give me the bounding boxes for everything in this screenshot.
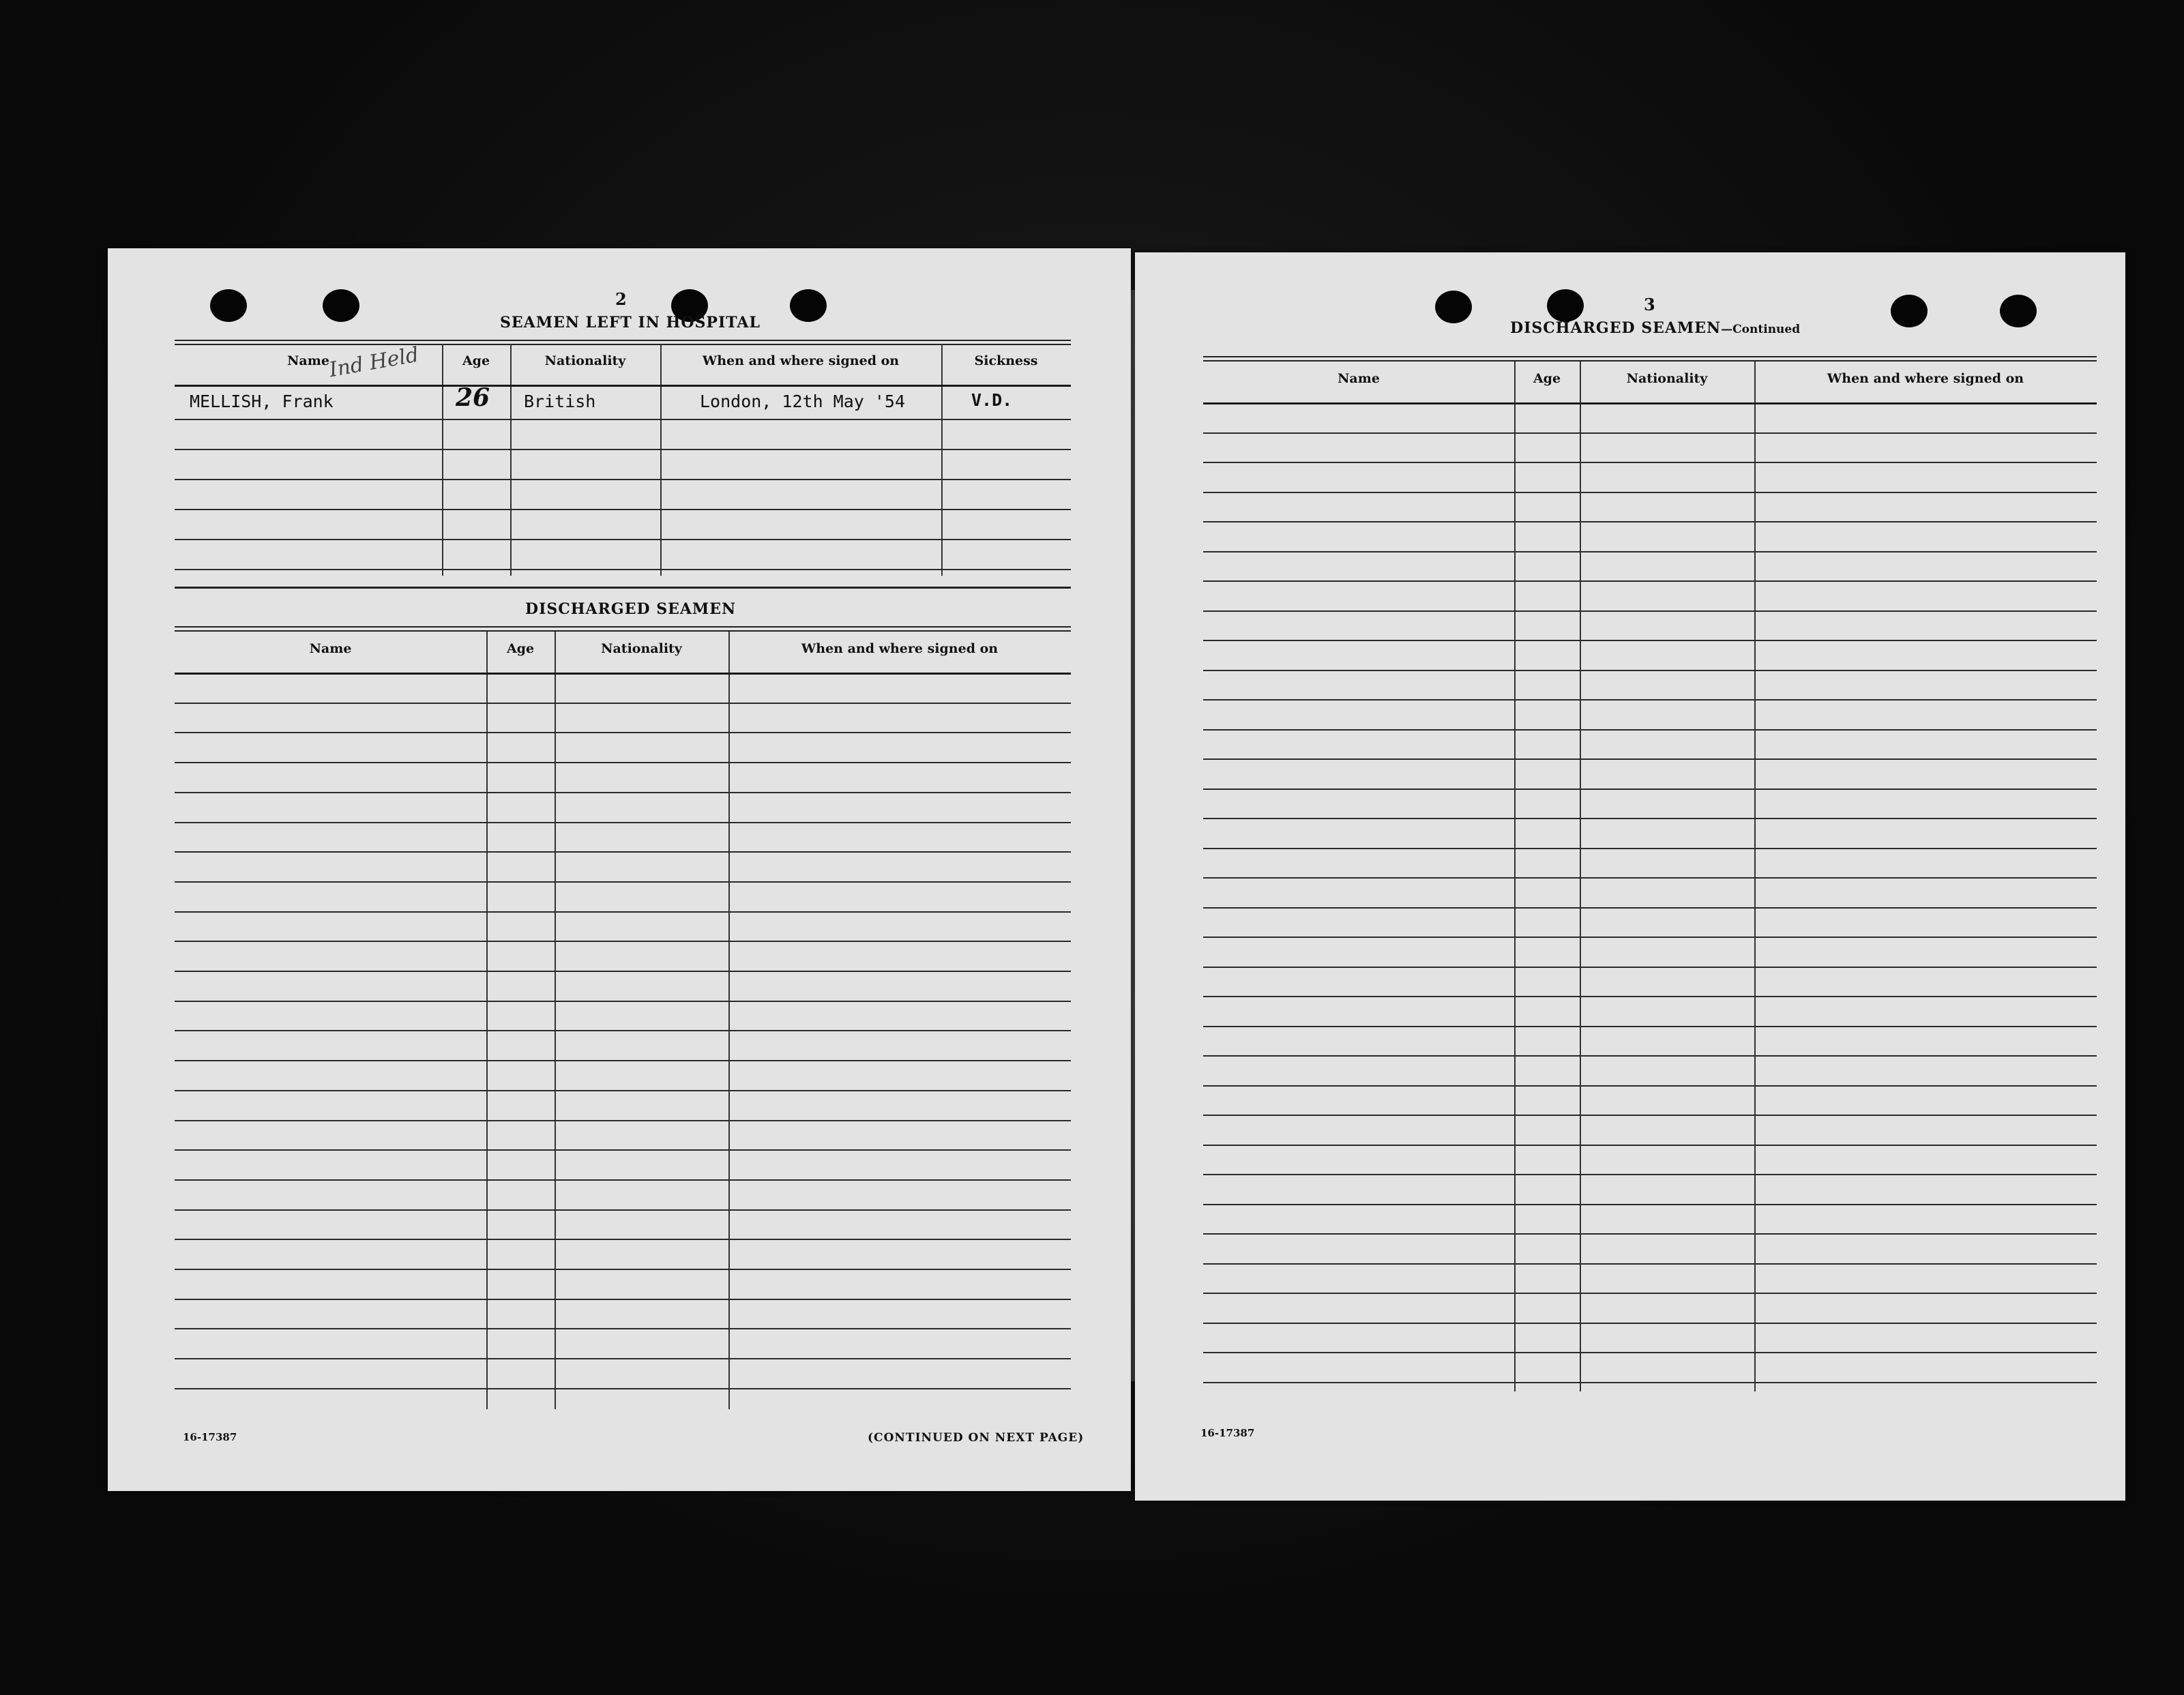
row-rule <box>175 881 1071 883</box>
section-title-suffix: —Continued <box>1721 323 1801 336</box>
hospital-table-header <box>175 344 1071 368</box>
row-rule <box>175 449 1071 450</box>
discharged-section-title: DISCHARGED SEAMEN <box>525 600 737 618</box>
row-rule <box>1203 1233 2097 1235</box>
row-rule <box>175 673 1071 675</box>
row-rule <box>1203 1115 2097 1116</box>
row-rule <box>1203 462 2097 463</box>
punch-hole-icon <box>1891 295 1928 327</box>
row-rule <box>175 479 1071 480</box>
row-rule <box>1203 699 2097 701</box>
hospital-table <box>175 344 1071 576</box>
row-rule <box>1203 640 2097 641</box>
row-rule <box>1203 1382 2097 1383</box>
continued-note: (CONTINUED ON NEXT PAGE) <box>868 1431 1084 1445</box>
row-rule <box>1203 877 2097 879</box>
row-rule <box>175 1269 1071 1270</box>
row-rule <box>175 941 1071 942</box>
discharged-continued-title <box>1510 319 1800 337</box>
row-rule <box>175 1060 1071 1061</box>
punch-hole-icon <box>1547 289 1584 322</box>
row-rule <box>1203 1323 2097 1324</box>
row-rule <box>1203 1263 2097 1265</box>
punch-hole-icon <box>323 289 359 322</box>
row-rule <box>1203 1055 2097 1057</box>
row-rule <box>1203 580 2097 582</box>
row-rule <box>175 1001 1071 1002</box>
section-rule <box>175 587 1071 589</box>
row-rule <box>175 1299 1071 1300</box>
row-rule <box>175 971 1071 972</box>
column-divider <box>728 632 730 1409</box>
row-rule <box>1203 937 2097 938</box>
row-rule <box>175 419 1071 420</box>
row-rule <box>175 703 1071 704</box>
row-rule <box>1203 1352 2097 1353</box>
column-header-sickness: Sickness <box>974 353 1038 368</box>
row-rule <box>1203 729 2097 731</box>
column-divider <box>1580 362 1581 1391</box>
row-rule <box>175 822 1071 823</box>
seaman-name: MELLISH, Frank <box>190 392 334 411</box>
discharged-table-header <box>175 632 1071 656</box>
column-header-signed-on: When and where signed on <box>801 641 999 656</box>
row-rule <box>175 539 1071 540</box>
punch-hole-icon <box>1435 291 1472 323</box>
row-rule <box>1203 758 2097 760</box>
row-rule <box>1203 1204 2097 1205</box>
row-rule <box>175 1120 1071 1121</box>
row-rule <box>175 1030 1071 1031</box>
row-rule <box>1203 551 2097 552</box>
seaman-nationality: British <box>524 392 596 411</box>
row-rule <box>1203 1085 2097 1087</box>
row-rule <box>175 762 1071 763</box>
row-rule <box>175 1179 1071 1181</box>
column-header-signed-on: When and where signed on <box>702 353 900 368</box>
hospital-section-title: SEAMEN LEFT IN HOSPITAL <box>500 314 761 331</box>
row-rule <box>1203 907 2097 909</box>
title-rule <box>175 626 1071 632</box>
title-rule <box>1203 356 2097 362</box>
handwritten-annotation: Ind Held <box>327 342 421 383</box>
row-rule <box>1203 670 2097 671</box>
column-header-age: Age <box>462 353 490 368</box>
form-code: 16-17387 <box>1200 1427 1255 1439</box>
row-rule <box>175 385 1071 387</box>
row-rule <box>175 732 1071 733</box>
row-rule <box>1203 1174 2097 1175</box>
row-rule <box>1203 610 2097 612</box>
column-divider <box>1514 362 1516 1391</box>
row-rule <box>175 1090 1071 1091</box>
column-header-name: Name <box>1338 371 1380 386</box>
row-rule <box>175 792 1071 793</box>
row-rule <box>175 569 1071 570</box>
seaman-signed-on: London, 12th May '54 <box>700 392 906 411</box>
column-divider <box>660 344 662 576</box>
column-divider <box>510 344 512 576</box>
row-rule <box>1203 492 2097 493</box>
row-rule <box>1203 788 2097 790</box>
column-divider <box>486 632 488 1409</box>
column-divider <box>555 632 556 1409</box>
row-rule <box>175 509 1071 510</box>
page-number: 2 <box>615 289 627 309</box>
left-page <box>108 248 1131 1491</box>
column-header-age: Age <box>1533 371 1561 386</box>
row-rule <box>175 1149 1071 1151</box>
seaman-age: 26 <box>456 383 490 412</box>
column-header-name: Name <box>309 641 352 656</box>
column-header-nationality: Nationality <box>601 641 682 656</box>
discharged-table <box>175 632 1071 1409</box>
form-code: 16-17387 <box>183 1431 237 1443</box>
column-header-name: Name <box>287 353 329 368</box>
row-rule <box>1203 432 2097 434</box>
row-rule <box>175 851 1071 853</box>
row-rule <box>175 1358 1071 1359</box>
row-rule <box>1203 1293 2097 1294</box>
column-divider <box>1754 362 1756 1391</box>
row-rule <box>1203 521 2097 522</box>
column-header-nationality: Nationality <box>544 353 626 368</box>
punch-hole-icon <box>210 289 247 322</box>
discharged-table <box>1203 362 2097 1391</box>
row-rule <box>1203 818 2097 819</box>
row-rule <box>1203 967 2097 968</box>
row-rule <box>175 1328 1071 1329</box>
row-rule <box>175 1388 1071 1389</box>
column-divider <box>442 344 443 576</box>
column-header-age: Age <box>506 641 535 656</box>
row-rule <box>1203 1145 2097 1146</box>
discharged-table-header <box>1203 362 2097 386</box>
punch-hole-icon <box>2000 295 2037 327</box>
right-page <box>1135 252 2125 1501</box>
row-rule <box>1203 848 2097 849</box>
row-rule <box>1203 1026 2097 1027</box>
column-header-signed-on: When and where signed on <box>1827 371 2024 386</box>
row-rule <box>175 1209 1071 1211</box>
punch-hole-icon <box>790 289 827 322</box>
seaman-sickness: V.D. <box>971 390 1013 410</box>
row-rule <box>1203 996 2097 997</box>
column-header-nationality: Nationality <box>1626 371 1708 386</box>
row-rule <box>175 1239 1071 1240</box>
section-title-text: DISCHARGED SEAMEN <box>1510 319 1722 337</box>
page-number: 3 <box>1644 295 1655 314</box>
row-rule <box>1203 402 2097 404</box>
column-divider <box>941 344 943 576</box>
row-rule <box>175 911 1071 913</box>
